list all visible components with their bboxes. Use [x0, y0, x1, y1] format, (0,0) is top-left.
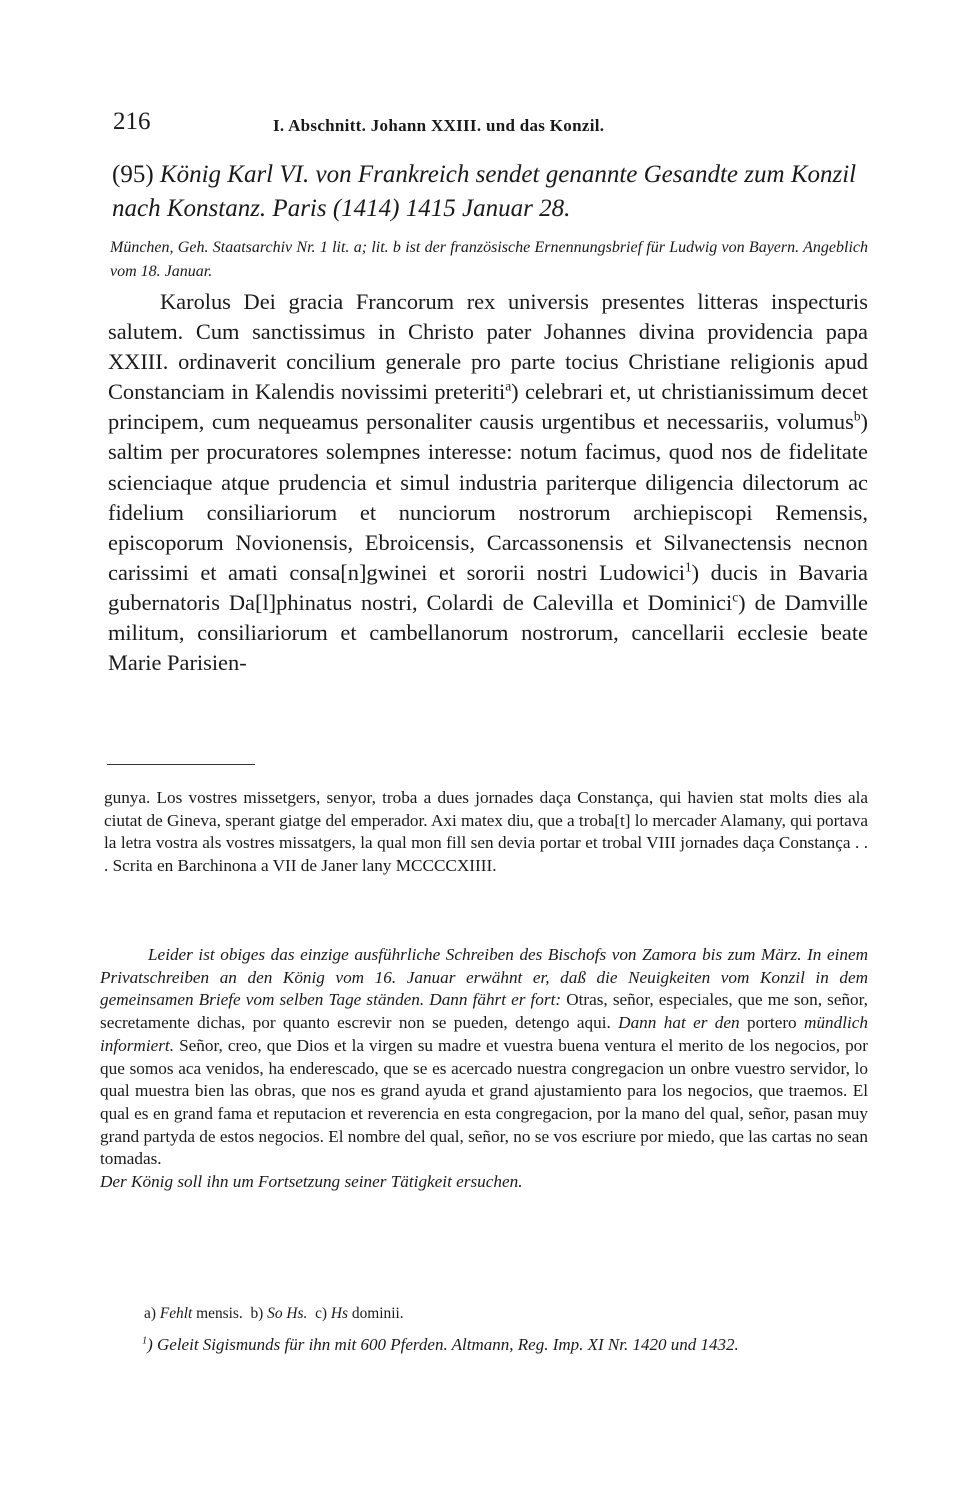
main-paragraph: Karolus Dei gracia Francorum rex universis presentes litteras inspecturis salutem. Cum sanctissimus in Christo pater Johannes divina providencia papa XXIII. ordinaverit concilium generale pro parte tocius Christiane religionis apud Constanciam in Kalendis novissimi preteriti$^a$) celebrari et, ut christianissimum decet principem, cum nequeamus personaliter causis urgentibus et necessariis, volumus$^b$) saltim per procuratores solempnes interesse: notum facimus, quod nos de fidelitate scienciaque atque prudencia et simul industria pariterque diligencia dilectorum ac fidelium consiliariorum et nunciorum nostrorum archiepiscopi Remensis, episcoporum Novionensis, Ebroicensis, Carcassonensis et Silvanectensis necnon carissimi et amati consa[n]gwinei et sororii nostri Ludowici$^1$) ducis in Bavaria gubernatoris Da[l]phinatus nostri, Colardi de Calevilla et Dominici$^c$) de Damville militum, consiliariorum et cambellanorum nostrorum, cancellarii ecclesie beate Marie Parisien- [108, 289, 868, 676]
footnote-1: $^1$) Geleit Sigismunds für ihn mit 600 Pferden. Altmann, Reg. Imp. XI Nr. 1420 und 1432. [142, 1335, 739, 1354]
page-header [113, 108, 865, 138]
document-number: (95) [112, 161, 154, 188]
document-title: König Karl VI. von Frankreich sendet genannte Gesandte zum Konzil nach Konstanz. Paris (1414) 1415 Januar 28. [112, 161, 857, 222]
commentary-paragraph: Leider ist obiges das einzige ausführliche Schreiben des Bischofs von Zamora bis zum März. In einem Privatschreiben an den König vom 16. Januar erwähnt er, daß die Neuigkeiten vom Konzil in dem gemeinsamen Briefe vom selben Tage ständen. Dann fährt er fort: Otras, señor, especiales, que me son, señor, secretamente dichas, por quanto escrevir non se pueden, detengo aqui. Dann hat er den portero mündlich informiert. Señor, creo, que Dios et la virgen su madre et vuestra buena ventura el merito de los negocios, por que somos aca venidos, ha enderescado, que se es acercado nuestra congregacion un onbre vuestro servidor, lo qual muestra bien las obras, que nos es grand ayuda et grand ajustamiento para los negocios, que traemos. El qual es en grand fama et reputacion et reverencia en esta congregacion, por la mano del qual, señor, pasan muy grand partyda de estos negocios. El nombre del qual, señor, no se vos escriure por miedo, que las cartas no sean tomadas. Der König soll ihn um Fortsetzung seiner Tätigkeit ersuchen. [100, 945, 868, 1192]
footnote-separator [107, 764, 255, 765]
document-heading [112, 158, 868, 226]
main-text [108, 287, 868, 678]
running-head: I. Abschnitt. Johann XXIII. und das Konzil. [273, 116, 605, 135]
footnote-mark-1: 1 [684, 559, 692, 575]
quoted-letter [104, 787, 868, 877]
apparatus-mark-c: c [732, 589, 739, 605]
page-number: 216 [113, 108, 151, 135]
notes-section [96, 1303, 868, 1356]
quoted-letter-text: gunya. Los vostres missetgers, senyor, troba a dues jornades daça Constança, qui havien stat molts dies ala ciutat de Gineva, sperant giatge del emperador. Axi matex diu, que a troba[t] lo mercader Alamany, qui portava la letra vostra als vostres missatgers, la qual mon fill sen devia portar et trobal VIII jornades daça Constança . . . Scrita en Barchinona a VII de Janer lany MCCCCXIIII. [104, 788, 868, 875]
apparatus-mark-b: b [853, 408, 861, 424]
source-note: München, Geh. Staatsarchiv Nr. 1 lit. a; lit. b ist der französische Ernennungsbrief für Ludwig von Bayern. Angeblich vom 18. Januar. [110, 239, 868, 280]
apparatus-mark-a: a [505, 378, 512, 394]
text-apparatus: a) Fehlt mensis. b) So Hs. c) Hs dominii. [144, 1305, 404, 1322]
editorial-commentary [100, 944, 868, 1194]
